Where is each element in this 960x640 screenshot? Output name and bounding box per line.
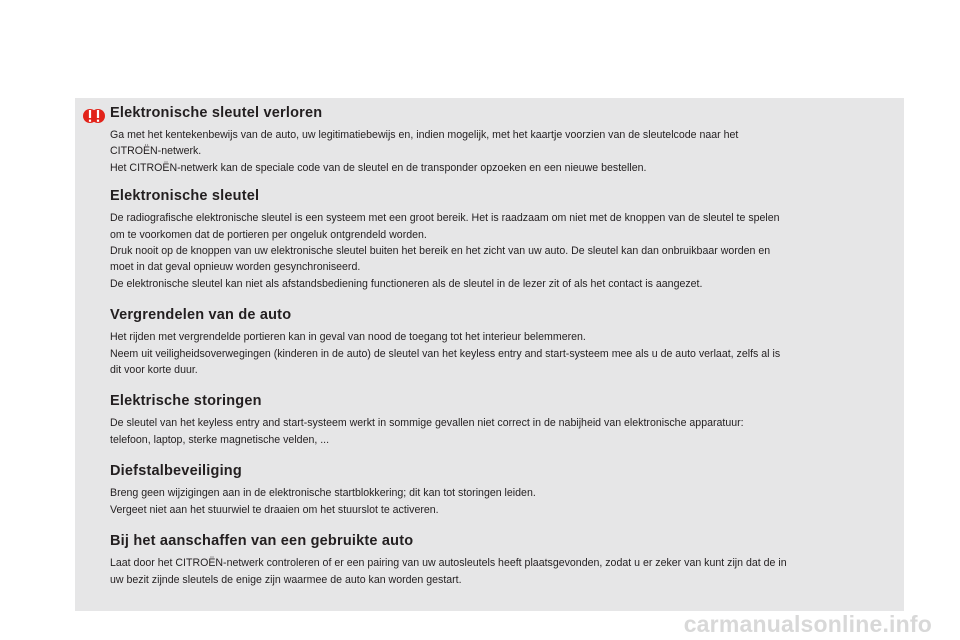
section-title: Elektronische sleutel verloren xyxy=(110,105,323,121)
body-line: De sleutel van het keyless entry and start-systeem werkt in sommige gevallen niet correct in de nabijheid van elektronische apparatuur: xyxy=(110,417,744,430)
section-body xyxy=(110,485,900,518)
section-body xyxy=(110,329,900,378)
section-electrical-interference xyxy=(110,391,900,448)
section-electronic-key xyxy=(110,186,900,292)
body-line: moet in dat geval opnieuw worden gesynchroniseerd. xyxy=(110,261,361,274)
manual-content xyxy=(110,103,900,588)
section-title: Diefstalbeveiliging xyxy=(110,463,242,480)
body-line: Het rijden met vergrendelde portieren kan in geval van nood de toegang tot het interieur belemmeren. xyxy=(110,331,586,344)
section-title: Bij het aanschaffen van een gebruikte auto xyxy=(110,533,414,550)
body-line: Laat door het CITROËN-netwerk controleren of er een pairing van uw autosleutels heeft plaatsgevonden, zodat u er zeker van kunt zijn dat de in xyxy=(110,557,787,570)
warning-exclamation-icon xyxy=(82,104,106,128)
section-body xyxy=(110,210,900,292)
body-line: dit voor korte duur. xyxy=(110,364,198,377)
body-line: Vergeet niet aan het stuurwiel te draaien om het stuurslot te activeren. xyxy=(110,503,439,516)
section-anti-theft xyxy=(110,461,900,518)
body-line: De radiografische elektronische sleutel is een systeem met een groot bereik. Het is raadzaam om niet met de knoppen van de sleutel te spelen xyxy=(110,212,780,225)
body-line: uw bezit zijnde sleutels de enige zijn waarmee de auto kan worden gestart. xyxy=(110,573,462,586)
section-body xyxy=(110,415,900,448)
section-used-car xyxy=(110,531,900,588)
section-lost-key xyxy=(110,103,900,176)
section-locking xyxy=(110,305,900,378)
body-line: telefoon, laptop, sterke magnetische velden, ... xyxy=(110,433,330,446)
watermark-text: carmanualsonline.info xyxy=(683,611,932,637)
body-line: CITROËN-netwerk. xyxy=(110,145,202,158)
section-body xyxy=(110,555,900,588)
body-line: Het CITROËN-netwerk kan de speciale code van de sleutel en de transponder opzoeken en een nieuwe bestellen. xyxy=(110,161,647,174)
section-title: Elektrische storingen xyxy=(110,393,262,410)
body-line: Druk nooit op de knoppen van uw elektronische sleutel buiten het bereik en het zicht van uw auto. De sleutel kan dan onbruikbaar worden en xyxy=(110,245,771,258)
body-line: Ga met het kentekenbewijs van de auto, uw legitimatiebewijs en, indien mogelijk, met het kaartje voorzien van de sleutelcode naar het xyxy=(110,129,739,141)
section-title: Elektronische sleutel xyxy=(110,188,260,205)
body-line: Neem uit veiligheidsoverwegingen (kinderen in de auto) de sleutel van het keyless entry and start-systeem mee als u de auto verlaat, zelfs al is xyxy=(110,347,781,360)
body-line: om te voorkomen dat de portieren per ongeluk ontgrendeld worden. xyxy=(110,228,427,241)
section-title: Vergrendelen van de auto xyxy=(110,307,292,324)
body-line: De elektronische sleutel kan niet als afstandsbediening functioneren als de sleutel in de lezer zit of als het contact is aangezet. xyxy=(110,277,703,290)
body-line: Breng geen wijzigingen aan in de elektronische startblokkering; dit kan tot storingen leiden. xyxy=(110,487,536,500)
section-body xyxy=(110,127,900,176)
